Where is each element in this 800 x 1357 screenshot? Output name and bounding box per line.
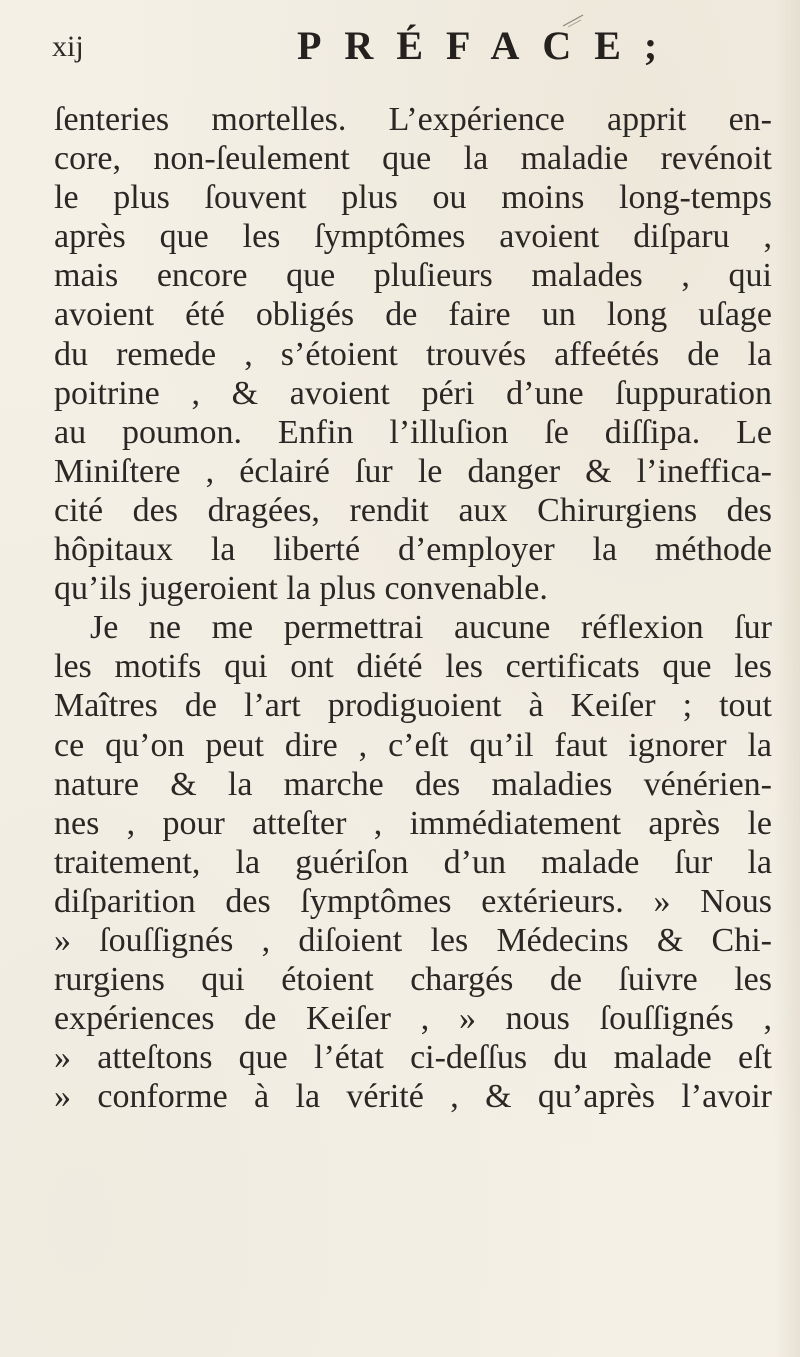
text-line: traitement, la guériſon d’un malade ſur la — [54, 843, 772, 881]
text-line: Miniſtere , éclairé ſur le danger & l’ineffica- — [54, 452, 772, 490]
text-line: au poumon. Enfin l’illuſion ſe diſſipa. Le — [54, 413, 772, 451]
text-line: » atteſtons que l’état ci-deſſus du malade eſt — [54, 1039, 772, 1077]
running-title: PRÉFACE; — [297, 23, 681, 68]
text-line: ſenteries mortelles. L’expérience apprit en- — [54, 101, 772, 138]
text-line: rurgiens qui étoient chargés de ſuivre les — [54, 961, 772, 999]
page-edge-shadow — [774, 0, 800, 1357]
text-line: après que les ſymptômes avoient diſparu , — [54, 218, 772, 256]
text-line: nes , pour atteſter , immédiatement après le — [54, 804, 772, 842]
text-line: le plus ſouvent plus ou moins long-temps — [54, 179, 772, 217]
text-line: expériences de Keiſer , » nous ſouſſignés , — [54, 1000, 772, 1038]
text-line: poitrine , & avoient péri d’une ſuppuration — [54, 374, 772, 412]
text-line: Je ne me permettrai aucune réflexion ſur — [90, 609, 772, 647]
text-line: » ſouſſignés , diſoient les Médecins & Chi- — [54, 921, 772, 959]
page-header — [52, 12, 772, 76]
text-line: ce qu’on peut dire , c’eſt qu’il faut ignorer la — [54, 726, 772, 764]
body-text — [54, 100, 772, 1116]
text-line: cité des dragées, rendit aux Chirurgiens des — [54, 491, 772, 529]
text-line: diſparition des ſymptômes extérieurs. » Nous — [54, 882, 772, 920]
text-line: du remede , s’étoient trouvés affeétés de la — [54, 335, 772, 373]
text-line: » conforme à la vérité , & qu’après l’avoir — [54, 1078, 772, 1116]
text-line: les motifs qui ont diété les certificats que les — [54, 648, 772, 686]
text-line: Maîtres de l’art prodiguoient à Keiſer ; tout — [54, 687, 772, 725]
text-line: nature & la marche des maladies vénérien- — [54, 765, 772, 803]
text-line: hôpitaux la liberté d’employer la méthode — [54, 531, 772, 569]
text-line: qu’ils jugeroient la plus convenable. — [54, 570, 548, 608]
page-number: xij — [52, 30, 84, 63]
text-line: avoient été obligés de faire un long uſage — [54, 296, 772, 334]
text-line: mais encore que pluſieurs malades , qui — [54, 257, 772, 295]
text-line: core, non-ſeulement que la maladie revénoit — [54, 140, 772, 178]
